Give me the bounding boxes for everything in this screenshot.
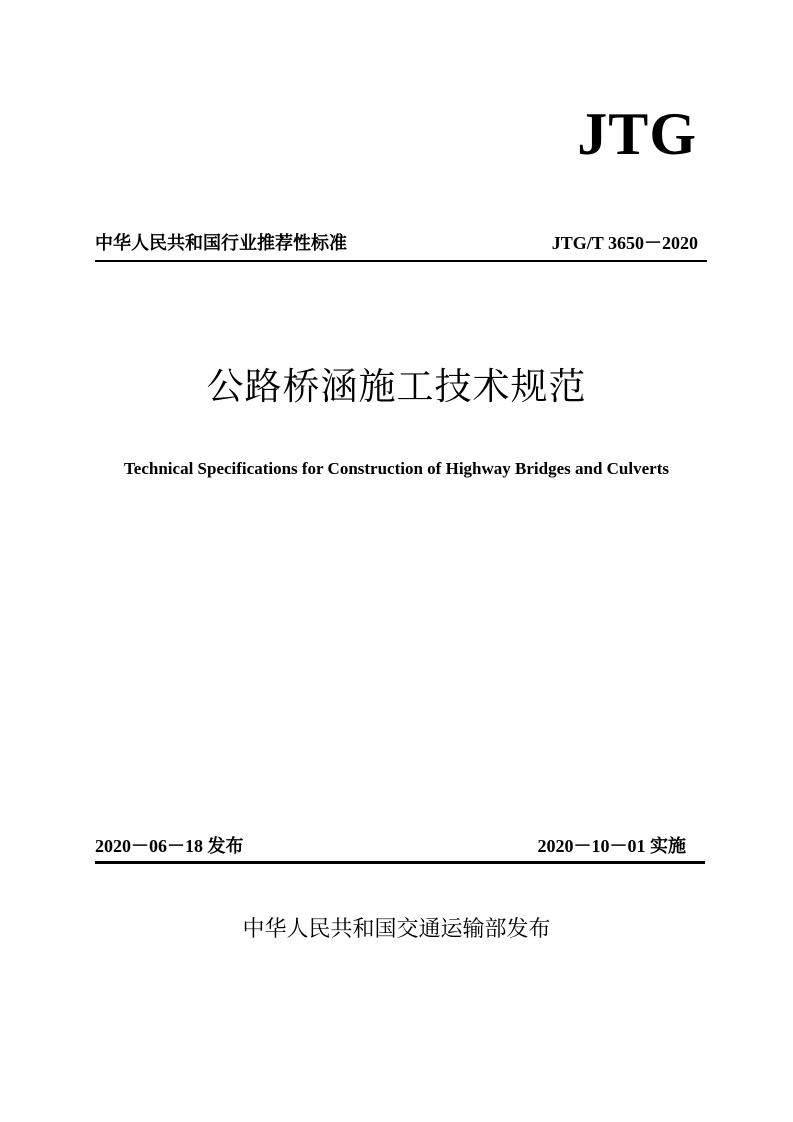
standard-code: JTG/T 3650－2020	[551, 233, 698, 253]
title-english: Technical Specifications for Construction of Highway Bridges and Culverts	[124, 459, 669, 478]
issue-date-value: 2020－06－18	[95, 836, 203, 856]
footer-divider	[95, 861, 705, 864]
title-chinese: 公路桥涵施工技术规范	[206, 365, 587, 408]
implementation-label: 实施	[650, 836, 686, 857]
implementation-date-value: 2020－10－01	[537, 836, 646, 856]
issue-label: 发布	[207, 836, 244, 857]
issue-date	[95, 832, 244, 858]
publisher: 中华人民共和国交通运输部发布	[242, 917, 551, 942]
implementation-date	[538, 832, 687, 858]
standard-type: 中华人民共和国行业推荐性标准	[95, 233, 347, 254]
jtg-logo: JTG	[577, 101, 697, 167]
header-divider	[95, 260, 707, 262]
